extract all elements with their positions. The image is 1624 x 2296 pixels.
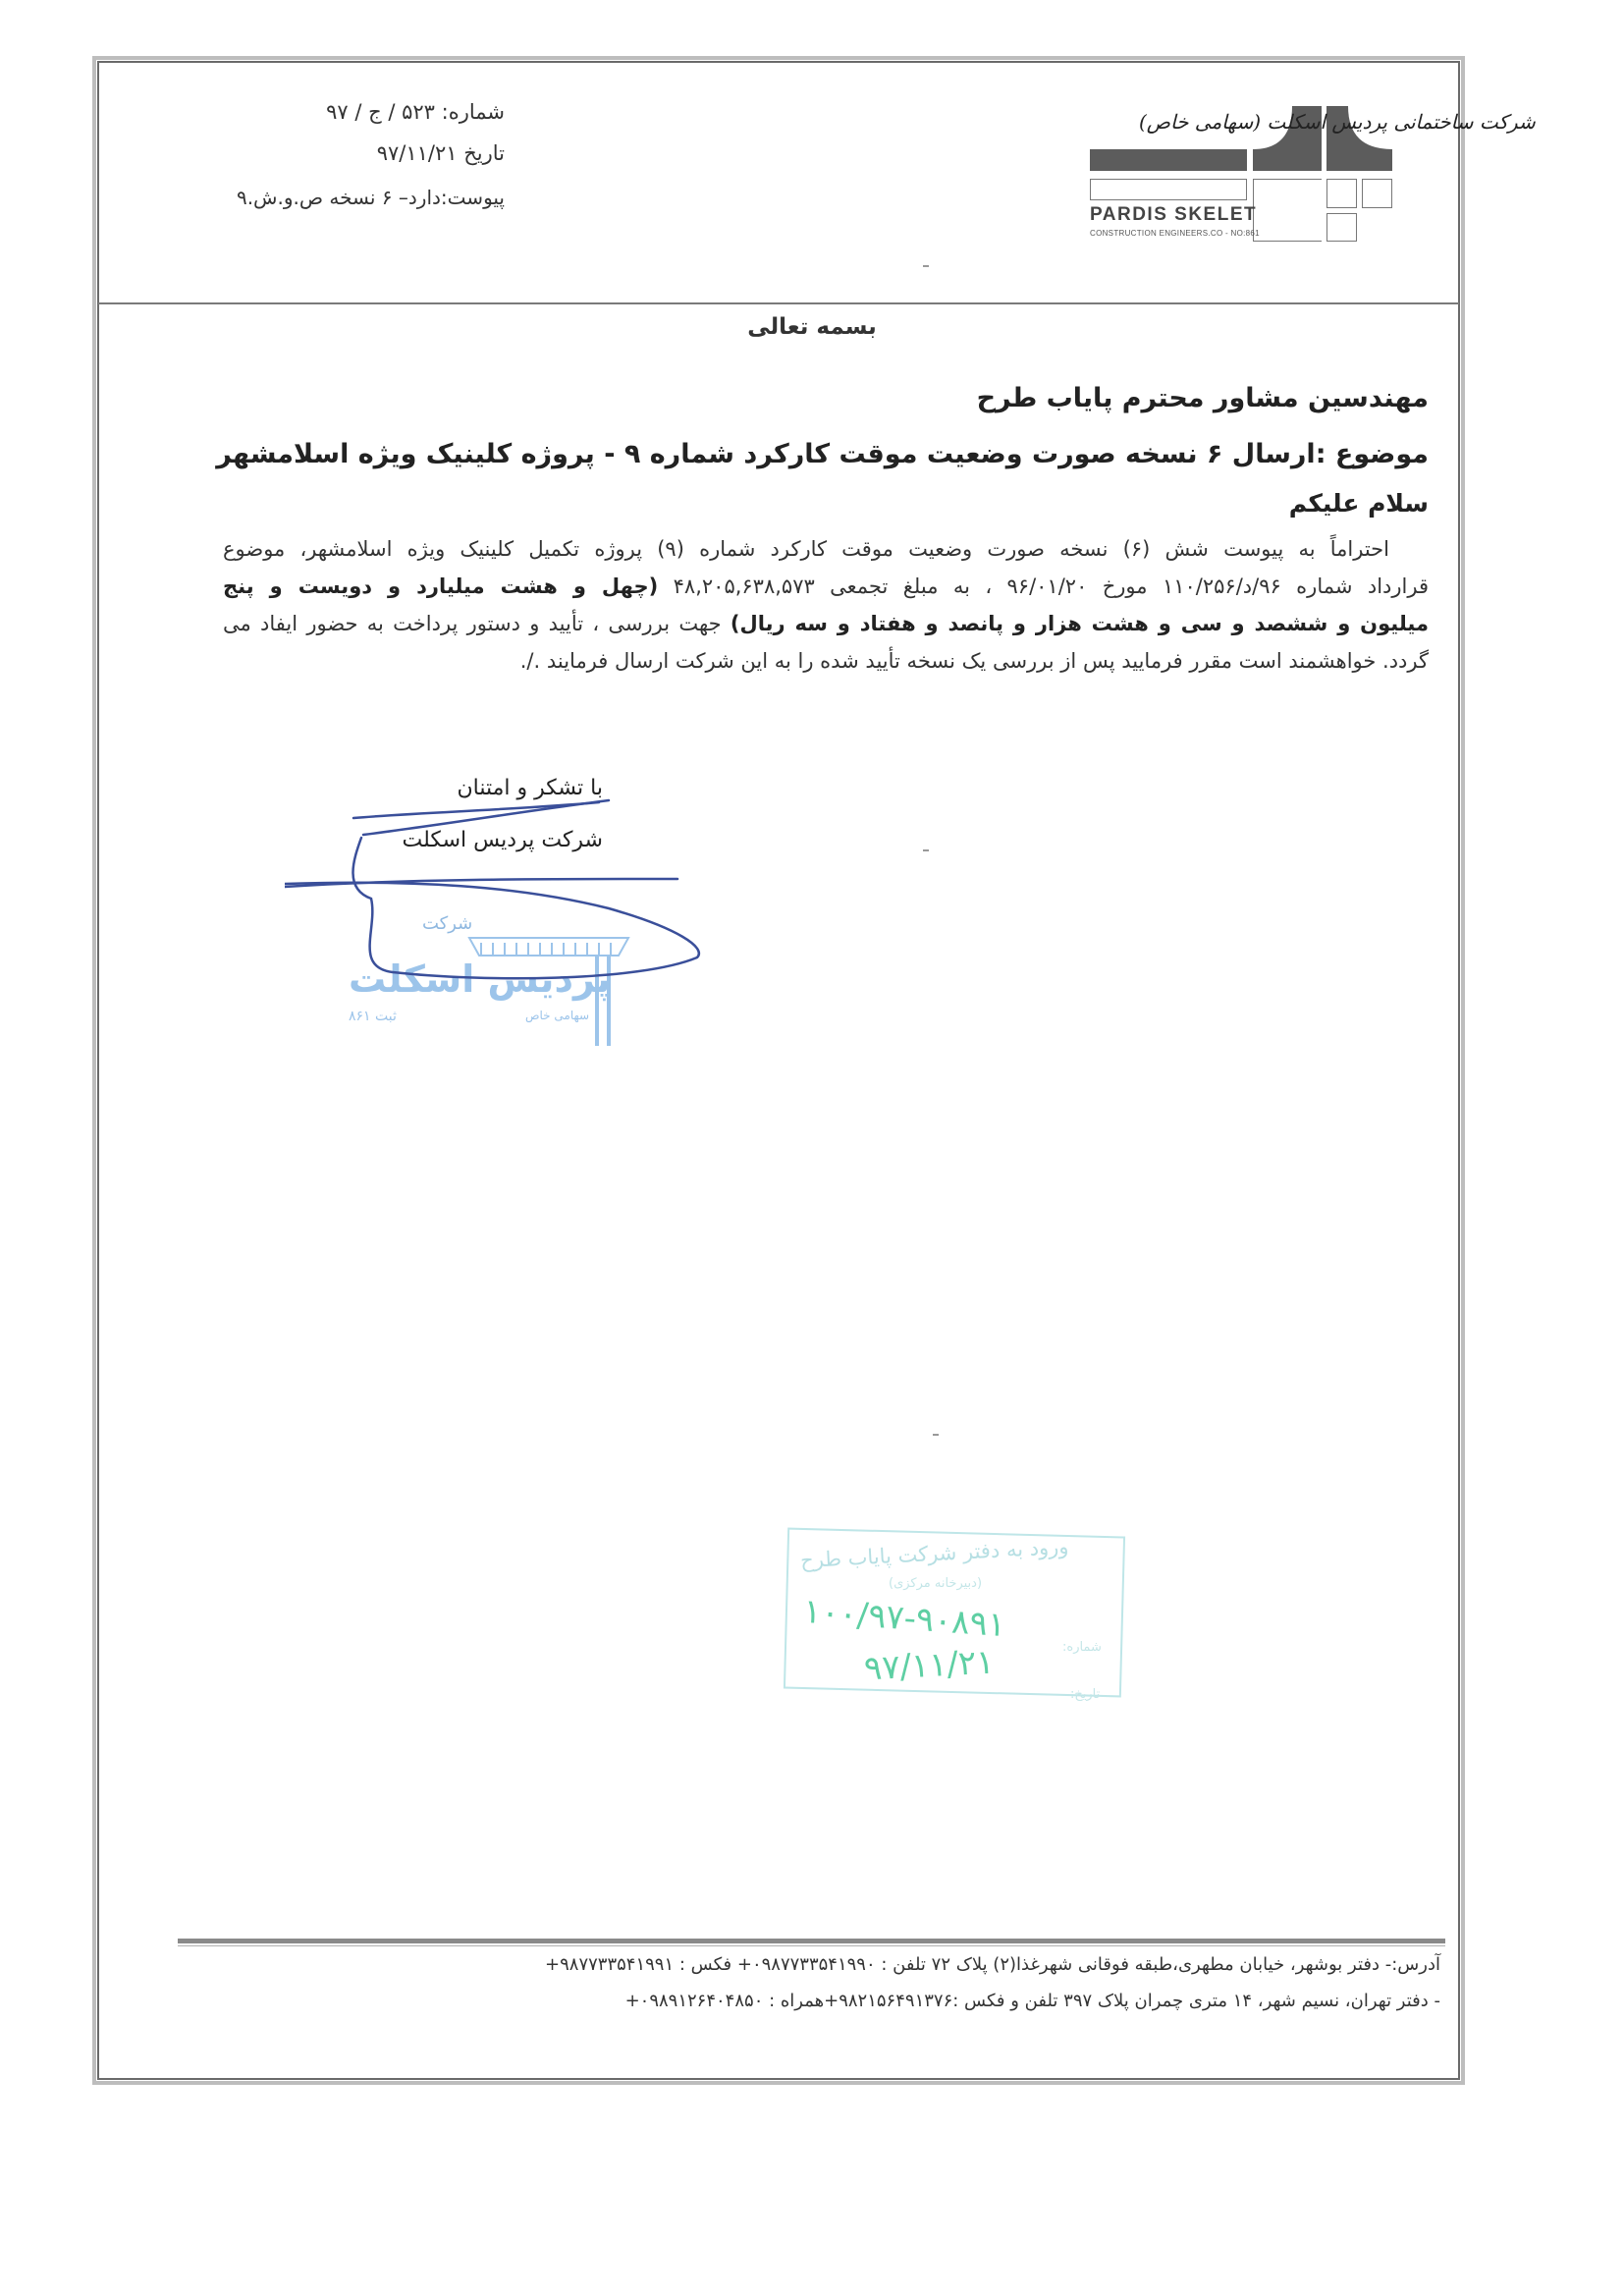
logo-bar-left [1090,149,1247,171]
company-stamp-name: پردیس اسکلت [349,957,611,1001]
logo-box-middle [1253,179,1322,242]
greeting: سلام علیکم [1288,489,1429,518]
logo-box-left [1090,179,1247,200]
scan-mark [933,1434,939,1436]
subject-line: موضوع :ارسال ۶ نسخه صورت وضعیت موقت کارکرد شماره ۹ - پروژه کلینیک ویژه اسلامشهر [216,439,1429,469]
logo-box-right-bottom [1326,213,1357,242]
scan-mark [923,849,929,851]
receipt-stamp-title: ورود به دفتر شرکت پایاب طرح [799,1534,1069,1573]
company-stamp-label: شرکت [422,913,473,934]
body-line-1: احتراماً به پیوست شش (۶) نسخه صورت وضعیت موقت کارکرد شماره (۹) پروژه تکمیل کلینیک ویژه اسلامشهر، موضوع [223,537,1389,561]
logo-box-right-top2 [1362,179,1392,208]
logo-box-right-top [1326,179,1357,208]
footer-address-bushehr: آدرس:- دفتر بوشهر، خیابان مطهری،طبقه فوقانی شهرغذا(۲) پلاک ۷۲ تلفن : ۰۹۸۷۷۳۳۵۴۱۹۹۰+ فکس : ۹۸۷۷۳۳۵۴۱۹۹۱+ [545,1954,1440,1975]
addressee: مهندسین مشاور محترم پایاب طرح [976,383,1429,413]
scan-mark [923,265,929,267]
body-line-3-plain: جهت بررسی ، تأیید و دستور پرداخت به حضور ایفاد می [223,612,722,635]
company-stamp-reg: ثبت ۸۶۱ [349,1009,397,1024]
receipt-stamp-subtitle: (دبیرخانه مرکزی) [889,1576,983,1591]
header-divider [98,302,1459,304]
footer-rule-thin [178,1945,1445,1946]
logo-company-subtitle: CONSTRUCTION ENGINEERS.CO - NO:861 [1090,229,1260,238]
logo-company-name-fa: شرکت ساختمانی پردیس اسکلت (سهامی خاص) [1139,110,1536,134]
body-line-4: گردد. خواهشمند است مقرر فرمایید پس از بررسی یک نسخه تأیید شده را به این شرکت ارسال فرمایند ./. [519,649,1429,673]
body-line-3 [223,605,1429,642]
closing-regards: با تشکر و امتنان [457,776,603,800]
page-frame-inner [97,61,1460,2080]
company-stamp-type: سهامی خاص [525,1009,590,1022]
body-line-2-plain: قرارداد شماره ۹۶/د/۱۱۰/۲۵۶ مورخ ۹۶/۰۱/۲۰ ، به مبلغ تجمعی ۴۸,۲۰۵,۶۳۸,۵۷۳ [673,574,1429,598]
receipt-stamp-number-label: شماره: [1062,1640,1102,1655]
receipt-stamp-date: ۹۷/۱۱/۲۱ [863,1642,996,1689]
letter-date: تاریخ ۹۷/۱۱/۲۱ [376,141,505,165]
footer-address-tehran: - دفتر تهران، نسیم شهر، ۱۴ متری چمران پلاک ۳۹۷ تلفن و فکس :۹۸۲۱۵۶۴۹۱۳۷۶+همراه : ۰۹۸۹۱۲۶۴۰۴۸۵۰+ [624,1991,1440,2011]
closing-company: شرکت پردیس اسکلت [402,828,603,852]
letter-number: شماره: ۵۲۳ / ج / ۹۷ [326,100,505,124]
signature-scribble [285,781,727,1056]
bismillah-heading: بسمه تعالی [747,314,877,340]
receipt-stamp-number: ۱۰۰/۹۷-۹۰۸۹۱ [801,1591,1007,1646]
amount-in-words-end: میلیون و ششصد و سی و هشت هزار و پانصد و هفتاد و سه ریال) [730,612,1429,635]
letter-attachment: پیوست:دارد– ۶ نسخه ص.و.ش.۹ [236,186,505,209]
logo-company-name-en: PARDIS SKELET [1090,204,1258,225]
receipt-stamp-date-label: تاریخ: [1070,1687,1101,1702]
body-line-2 [223,568,1429,605]
amount-in-words-start: (چهل و هشت میلیارد و دویست و پنج [223,574,659,598]
body-paragraph [223,530,1429,680]
footer-rule [178,1939,1445,1943]
